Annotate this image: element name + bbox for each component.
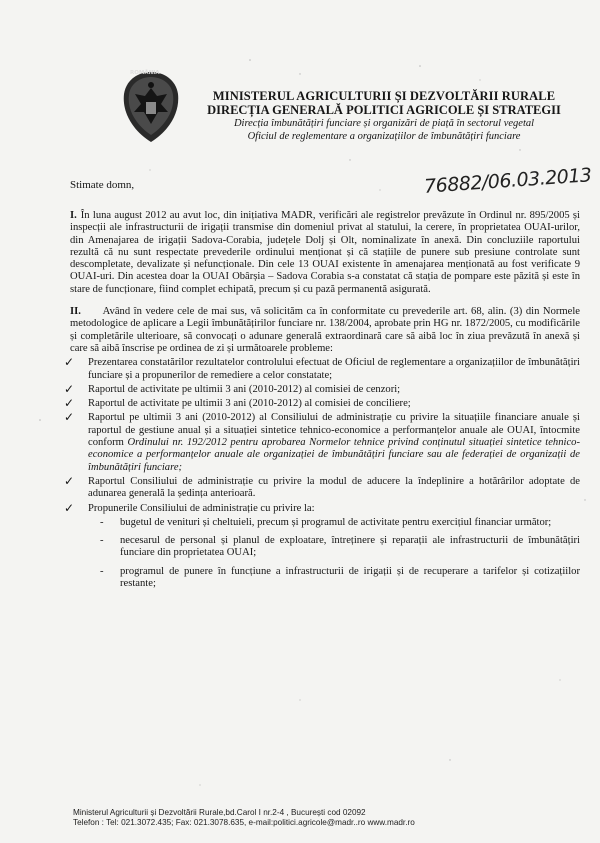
footer-contact: Telefon : Tel: 021.3072.435; Fax: 021.3078.635, e-mail:politici.agricole@madr..ro www.madr.ro [73, 818, 415, 827]
check-mark-icon: ✓ [64, 355, 75, 370]
check-mark-icon: ✓ [64, 410, 75, 425]
check-mark-icon: ✓ [64, 473, 75, 488]
section-1-label: I. [70, 210, 77, 221]
dash-bullet: - [100, 565, 104, 577]
department-title: Direcția îmbunătățiri funciare și organizări de piață în sectorul vegetal [233, 118, 535, 129]
section-2-label: II. [70, 306, 81, 318]
agenda-item: ✓ Prezentarea constatărilor rezultatelor controlului efectuat de Oficiul de reglementare a organizațiilor de îmbunătățiri funciare și a propunerilor de remediere a celor constatate; [64, 355, 580, 381]
agenda-item: ✓ Raportul Consiliului de administrație cu privire la modul de aducere la îndeplinire a hotărârilor adoptate de adunarea generală la ședința anterioară. [64, 473, 580, 500]
agenda-item: ✓ Propunerile Consiliului de administrație cu privire la: - bugetul de venituri și cheltuieli, precum și programul de activitate pentru exercițiul financiar următor; - necesarul de personal și planul de exploatare, întreținere și reparații ale infrastructurii de îmbunătățiri funciare din proprietatea OUAI; - programul de punere în funcțiune a infrastructurii de irigații și de recuperare a tarifelor și cotizațiilor restante; [64, 500, 580, 590]
agenda-item: ✓ Raportul de activitate pe ultimii 3 ani (2010-2012) al comisiei de conciliere; [64, 396, 411, 411]
romania-coat-of-arms-icon [120, 68, 182, 146]
check-mark-icon: ✓ [64, 396, 75, 411]
ministry-title: MINISTERUL AGRICULTURII ȘI DEZVOLTĂRII RURALE [212, 89, 556, 103]
proposals-list [88, 517, 580, 590]
agenda-list [64, 355, 580, 590]
salutation: Stimate domn, [70, 179, 135, 191]
agenda-item: ✓ Raportul de activitate pe ultimii 3 ani (2010-2012) al comisiei de cenzori; [64, 381, 401, 396]
check-mark-icon: ✓ [64, 381, 75, 396]
section-1 [70, 210, 580, 296]
check-mark-icon: ✓ [64, 500, 75, 515]
footer-address: Ministerul Agriculturii și Dezvoltării Rurale,bd.Carol I nr.2-4 , București cod 02092 [73, 808, 366, 817]
directorate-title: DIRECȚIA GENERALĂ POLITICI AGRICOLE ȘI STRATEGII [207, 103, 561, 117]
dash-bullet: - [100, 516, 104, 528]
section-1-text: În luna august 2012 au avut loc, din inițiativa MADR, verificări ale registrelor prevăzute în Ordinul nr. 895/2005 și inspecții ale infrastructurii de irigații transmise din domeniul privat al statului, la cerere, în proprietatea OUAI-urilor, din Amenajarea de irigații Sadova-Corabia, județele Dolj și Olt, nominalizate în anexă. Din concluziile raportului rezultă că nu sunt respectate prevederile ordinului menționat și că stațiile de punere sub presiune controlate sunt descompletate, devalizate și nefuncționale. Din cele 13 OUAI existente în amenajarea menționată au fost verificate 9 OUAI-uri. Din acestea doar la OUAI Obârșia – Sadova Corabia s-a constatat că stația de pompare este păzită și este în stare de funcționare, fiind complet echipată, precum și cu pază permanentă asigurată. [70, 210, 580, 295]
section-2 [70, 306, 580, 355]
letter-body [64, 210, 580, 596]
proposal-item: - necesarul de personal și planul de exploatare, întreținere și reparații ale infrastructurii de îmbunătățiri funciare din proprietatea OUAI; [100, 535, 580, 559]
office-title: Oficiul de reglementare a organizațiilor de îmbunătățiri funciare [247, 131, 521, 142]
agenda-item: ✓ Raportul pe ultimii 3 ani (2010-2012) al Consiliului de administrație cu privire la situațiile financiare anuale și raportul de gestiune anual și a situației sintetice tehnico-economice a performanțelor anuale ale OUAI, întocmite conform Ordinului nr. 192/2012 pentru aprobarea Normelor tehnice privind conținutul situației sintetice tehnico-economice a performanțelor anuale ale organizației de îmbunătățiri funciare sau ale federației de organizații de îmbunătățiri funciare; [64, 410, 580, 473]
footer [73, 808, 415, 828]
section-2-intro: Având în vedere cele de mai sus, vă solicităm ca în conformitate cu prevederile art. 68, alin. (3) din Normele metodologice de aplicare a Legii îmbunătățirilor funciare nr. 138/2004, aprobate prin HG nr. 1872/2005, cu modificările și completările ulterioare, să convocați o adunare generală extraordinară care să aibă loc în ziua prevăzută în anexă și care să aibă înscrise pe ordinea de zi și următoarele probleme: [70, 306, 580, 354]
order-reference: Ordinului nr. 192/2012 pentru aprobarea Normelor tehnice privind conținutul situației sintetice tehnico-economice a performanțelor anuale ale organizației de îmbunătățiri funciare sau ale federației de organizații de îmbunătățiri funciare; [88, 437, 580, 473]
registration-number-handwritten: 76882/06.03.2013 [423, 164, 593, 198]
proposal-item: - programul de punere în funcțiune a infrastructurii de irigații și de recuperare a tarifelor și cotizațiilor restante; [100, 565, 580, 590]
crest-label: ROMÂNIA [130, 70, 160, 76]
proposal-item: - bugetul de venituri și cheltuieli, precum și programul de activitate pentru exercițiul financiar următor; [100, 516, 552, 528]
dash-bullet: - [100, 535, 104, 547]
